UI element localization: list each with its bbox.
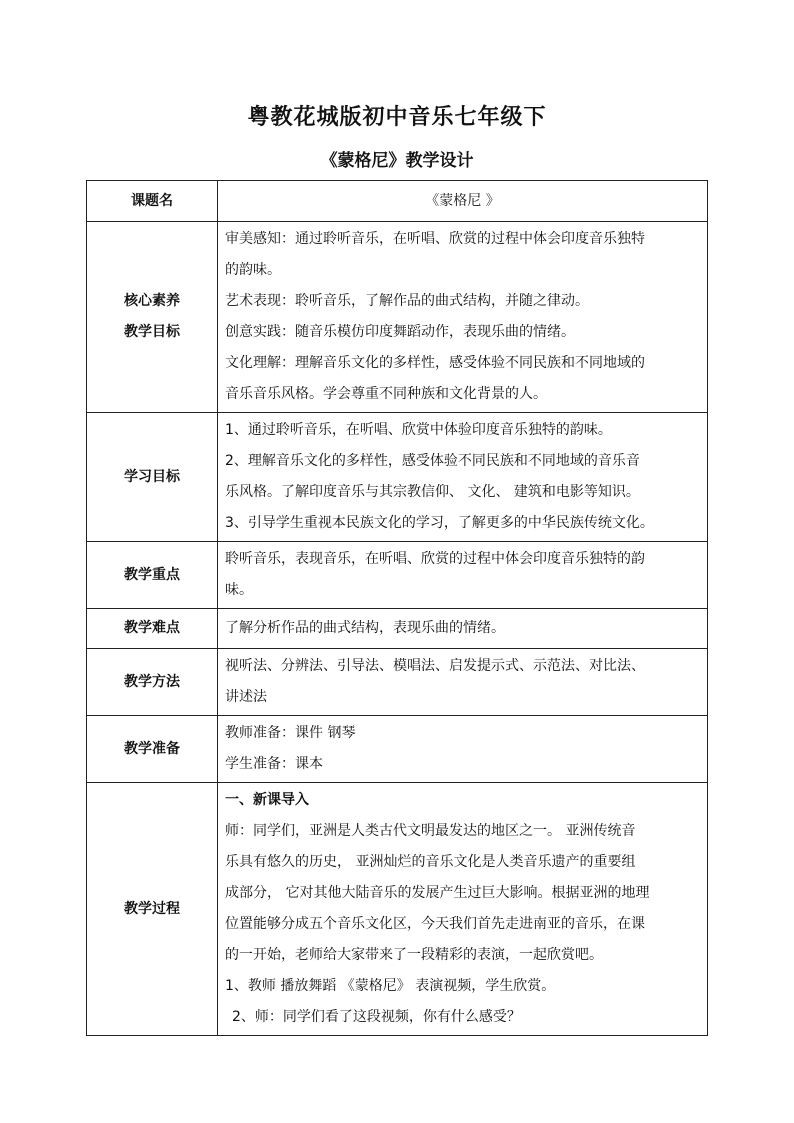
row-topic (87, 181, 708, 222)
process-line: 1、教师 播放舞蹈 《蒙格尼》 表演视频，学生欣赏。 (225, 978, 556, 994)
learning-line: 乐风格。了解印度音乐与其宗教信仰、 文化、 建筑和电影等知识。 (225, 484, 640, 500)
learning-line: 3、引导学生重视本民族文化的学习，了解更多的中华民族传统文化。 (225, 515, 654, 531)
key-points-line: 聆听音乐，表现音乐，在听唱、欣赏的过程中体会印度音乐独特的韵 (225, 551, 645, 567)
core-line: 音乐音乐风格。学会尊重不同种族和文化背景的人。 (225, 386, 547, 402)
label-core-goals (87, 222, 218, 413)
learning-line: 1、通过聆听音乐，在听唱、欣赏中体验印度音乐独特的韵味。 (225, 422, 612, 438)
document-title: 粤教花城版初中音乐七年级下 (247, 105, 547, 130)
process-line: 成部分， 它对其他大陆音乐的发展产生过巨大影响。根据亚洲的地理 (225, 885, 650, 901)
key-points-line: 味。 (225, 582, 253, 598)
preparation-line: 学生准备：课本 (225, 756, 323, 772)
process-line: 2、师：同学们看了这段视频，你有什么感受？ (232, 1009, 521, 1025)
content-learning-goals (218, 413, 708, 542)
content-preparation (218, 716, 708, 783)
document-subtitle: 《蒙格尼》教学设计 (320, 151, 474, 171)
difficulties-line: 了解分析作品的曲式结构，表现乐曲的情绪。 (225, 620, 505, 636)
row-preparation (87, 716, 708, 783)
content-process (218, 783, 708, 1036)
label-difficulties: 教学难点 (87, 609, 218, 649)
value-topic: 《蒙格尼 》 (218, 181, 708, 222)
row-process (87, 783, 708, 1036)
label-learning-goals: 学习目标 (87, 413, 218, 542)
label-topic: 课题名 (87, 181, 218, 222)
process-line: 师：同学们，亚洲是人类古代文明最发达的地区之一。 亚洲传统音 (225, 823, 636, 839)
content-core-goals (218, 222, 708, 413)
core-line: 文化理解：理解音乐文化的多样性，感受体验不同民族和不同地域的 (225, 355, 645, 371)
process-line: 乐具有悠久的历史， 亚洲灿烂的音乐文化是人类音乐遗产的重要组 (225, 854, 636, 870)
preparation-line: 教师准备：课件 钢琴 (225, 725, 356, 741)
label-methods: 教学方法 (87, 649, 218, 716)
row-learning-goals (87, 413, 708, 542)
content-key-points (218, 542, 708, 609)
label-process: 教学过程 (87, 783, 218, 1036)
row-difficulties (87, 609, 708, 649)
process-line: 的一开始，老师给大家带来了一段精彩的表演，一起欣赏吧。 (225, 947, 603, 963)
process-line: 位置能够分成五个音乐文化区，今天我们首先走进南亚的音乐，在课 (225, 916, 645, 932)
process-heading: 一、新课导入 (225, 792, 309, 808)
label-key-points: 教学重点 (87, 542, 218, 609)
learning-line: 2、理解音乐文化的多样性，感受体验不同民族和不同地域的音乐音 (225, 453, 640, 469)
row-key-points (87, 542, 708, 609)
core-line: 创意实践：随音乐模仿印度舞蹈动作，表现乐曲的情绪。 (225, 324, 575, 340)
content-methods (218, 649, 708, 716)
row-core-goals (87, 222, 708, 413)
label-core-line1: 核心素养 (124, 293, 180, 309)
core-line: 艺术表现：聆听音乐，了解作品的曲式结构，并随之律动。 (225, 293, 589, 309)
core-line: 审美感知：通过聆听音乐，在听唱、欣赏的过程中体会印度音乐独特 (225, 231, 645, 247)
row-methods (87, 649, 708, 716)
lesson-plan-table (86, 180, 708, 1036)
methods-line: 视听法、分辨法、引导法、模唱法、启发提示式、示范法、对比法、 (225, 658, 645, 674)
core-line: 的韵味。 (225, 262, 281, 278)
label-core-line2: 教学目标 (124, 324, 180, 340)
label-preparation: 教学准备 (87, 716, 218, 783)
methods-line: 讲述法 (225, 689, 267, 705)
content-difficulties (218, 609, 708, 649)
